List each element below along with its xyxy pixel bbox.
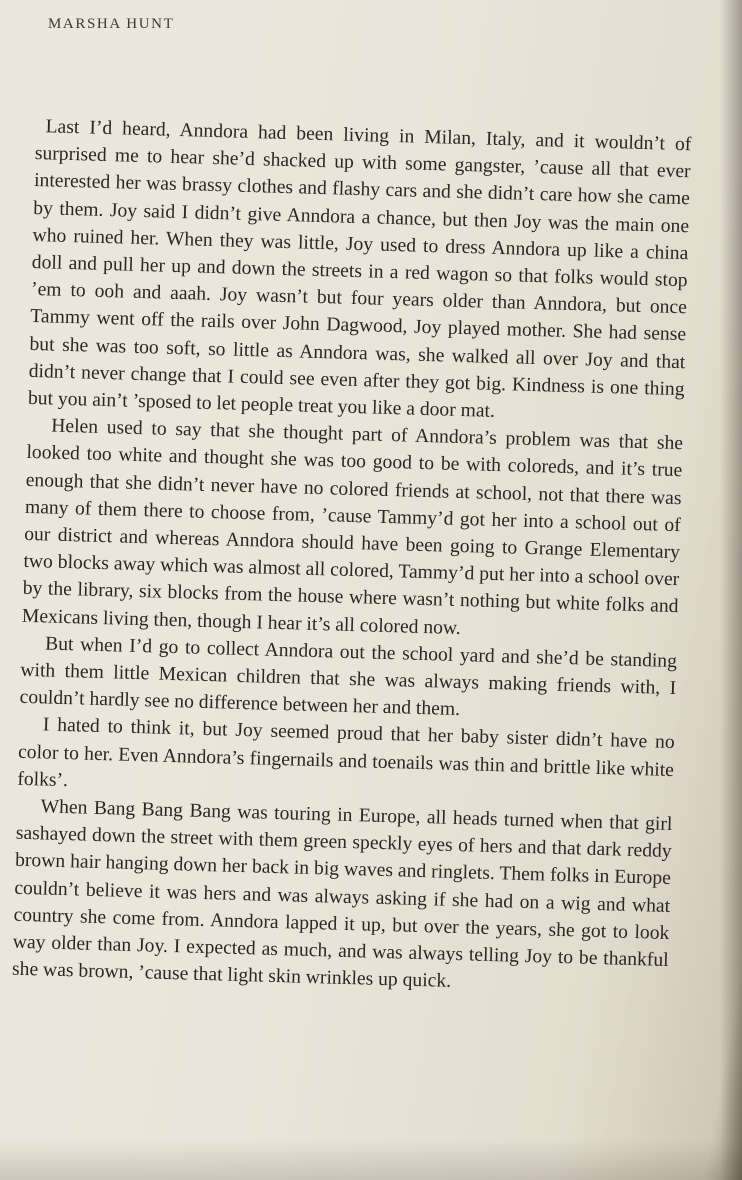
page-edge-shadow (720, 0, 742, 1180)
running-head: MARSHA HUNT (48, 16, 175, 32)
body-text (12, 113, 692, 1001)
page-bottom-shadow (0, 1140, 742, 1180)
paragraph: When Bang Bang Bang was touring in Europe, all heads turned when that girl sashayed down the street with them green speckly eyes of hers and that dark reddy brown hair hanging down her back in big waves and ringlets. Them folks in Europe couldn’t believe it was hers and was always asking if she had on a wig and what country she come from. Anndora lapped it up, but over the years, she got to look way older than Joy. I expected as much, and was always telling Joy to be thankful she was brown, ’cause that light skin wrinkles up quick. (11, 796, 673, 993)
paragraph: I hated to think it, but Joy seemed proud that her baby sister didn’t have no color to her. Even Anndora’s fingernails and toenails was thin and brittle like white folks’. (17, 714, 675, 792)
paragraph: But when I’d go to collect Anndora out the school yard and she’d be standing with them little Mexican children that she was always making friends with, I couldn’t hardly see no difference between her and them. (19, 633, 678, 721)
paragraph: Last I’d heard, Anndora had been living in Milan, Italy, and it wouldn’t of surprised me to hear she’d shacked up with some gangster, ’cause all that ever interested her was brassy clothes and flashy cars and she didn’t care how she came by them. Joy said I didn’t give Anndora a chance, but then Joy was the main one who ruined her. When they was little, Joy used to dress Anndora up like a china doll and pull her up and down the streets in a red wagon so that folks would stop ’em to ooh and aaah. Joy wasn’t but four years older than Anndora, but once Tammy went off the rails over John Dagwood, Joy played mother. She had sense but she was too soft, so little as Anndora was, she walked all over Joy and that didn’t never change that I could see even after they got big. Kindness is one thing but you ain’t ’sposed to let people treat you like a door mat. (27, 116, 692, 422)
paragraph: Helen used to say that she thought part of Anndora’s problem was that she looked too white and thought she was too good to be with coloreds, and it’s true enough that she didn’t never have no colored friends at school, not that there was many of them there to choose from, ’cause Tammy’d got her into a school out of our district and whereas Anndora should have been going to Grange Elementary two blocks away which was almost all colored, Tammy’d put her into a school over by the library, six blocks from the house where wasn’t nothing but white folks and Mexicans living then, though I hear it’s all colored now. (21, 415, 684, 639)
